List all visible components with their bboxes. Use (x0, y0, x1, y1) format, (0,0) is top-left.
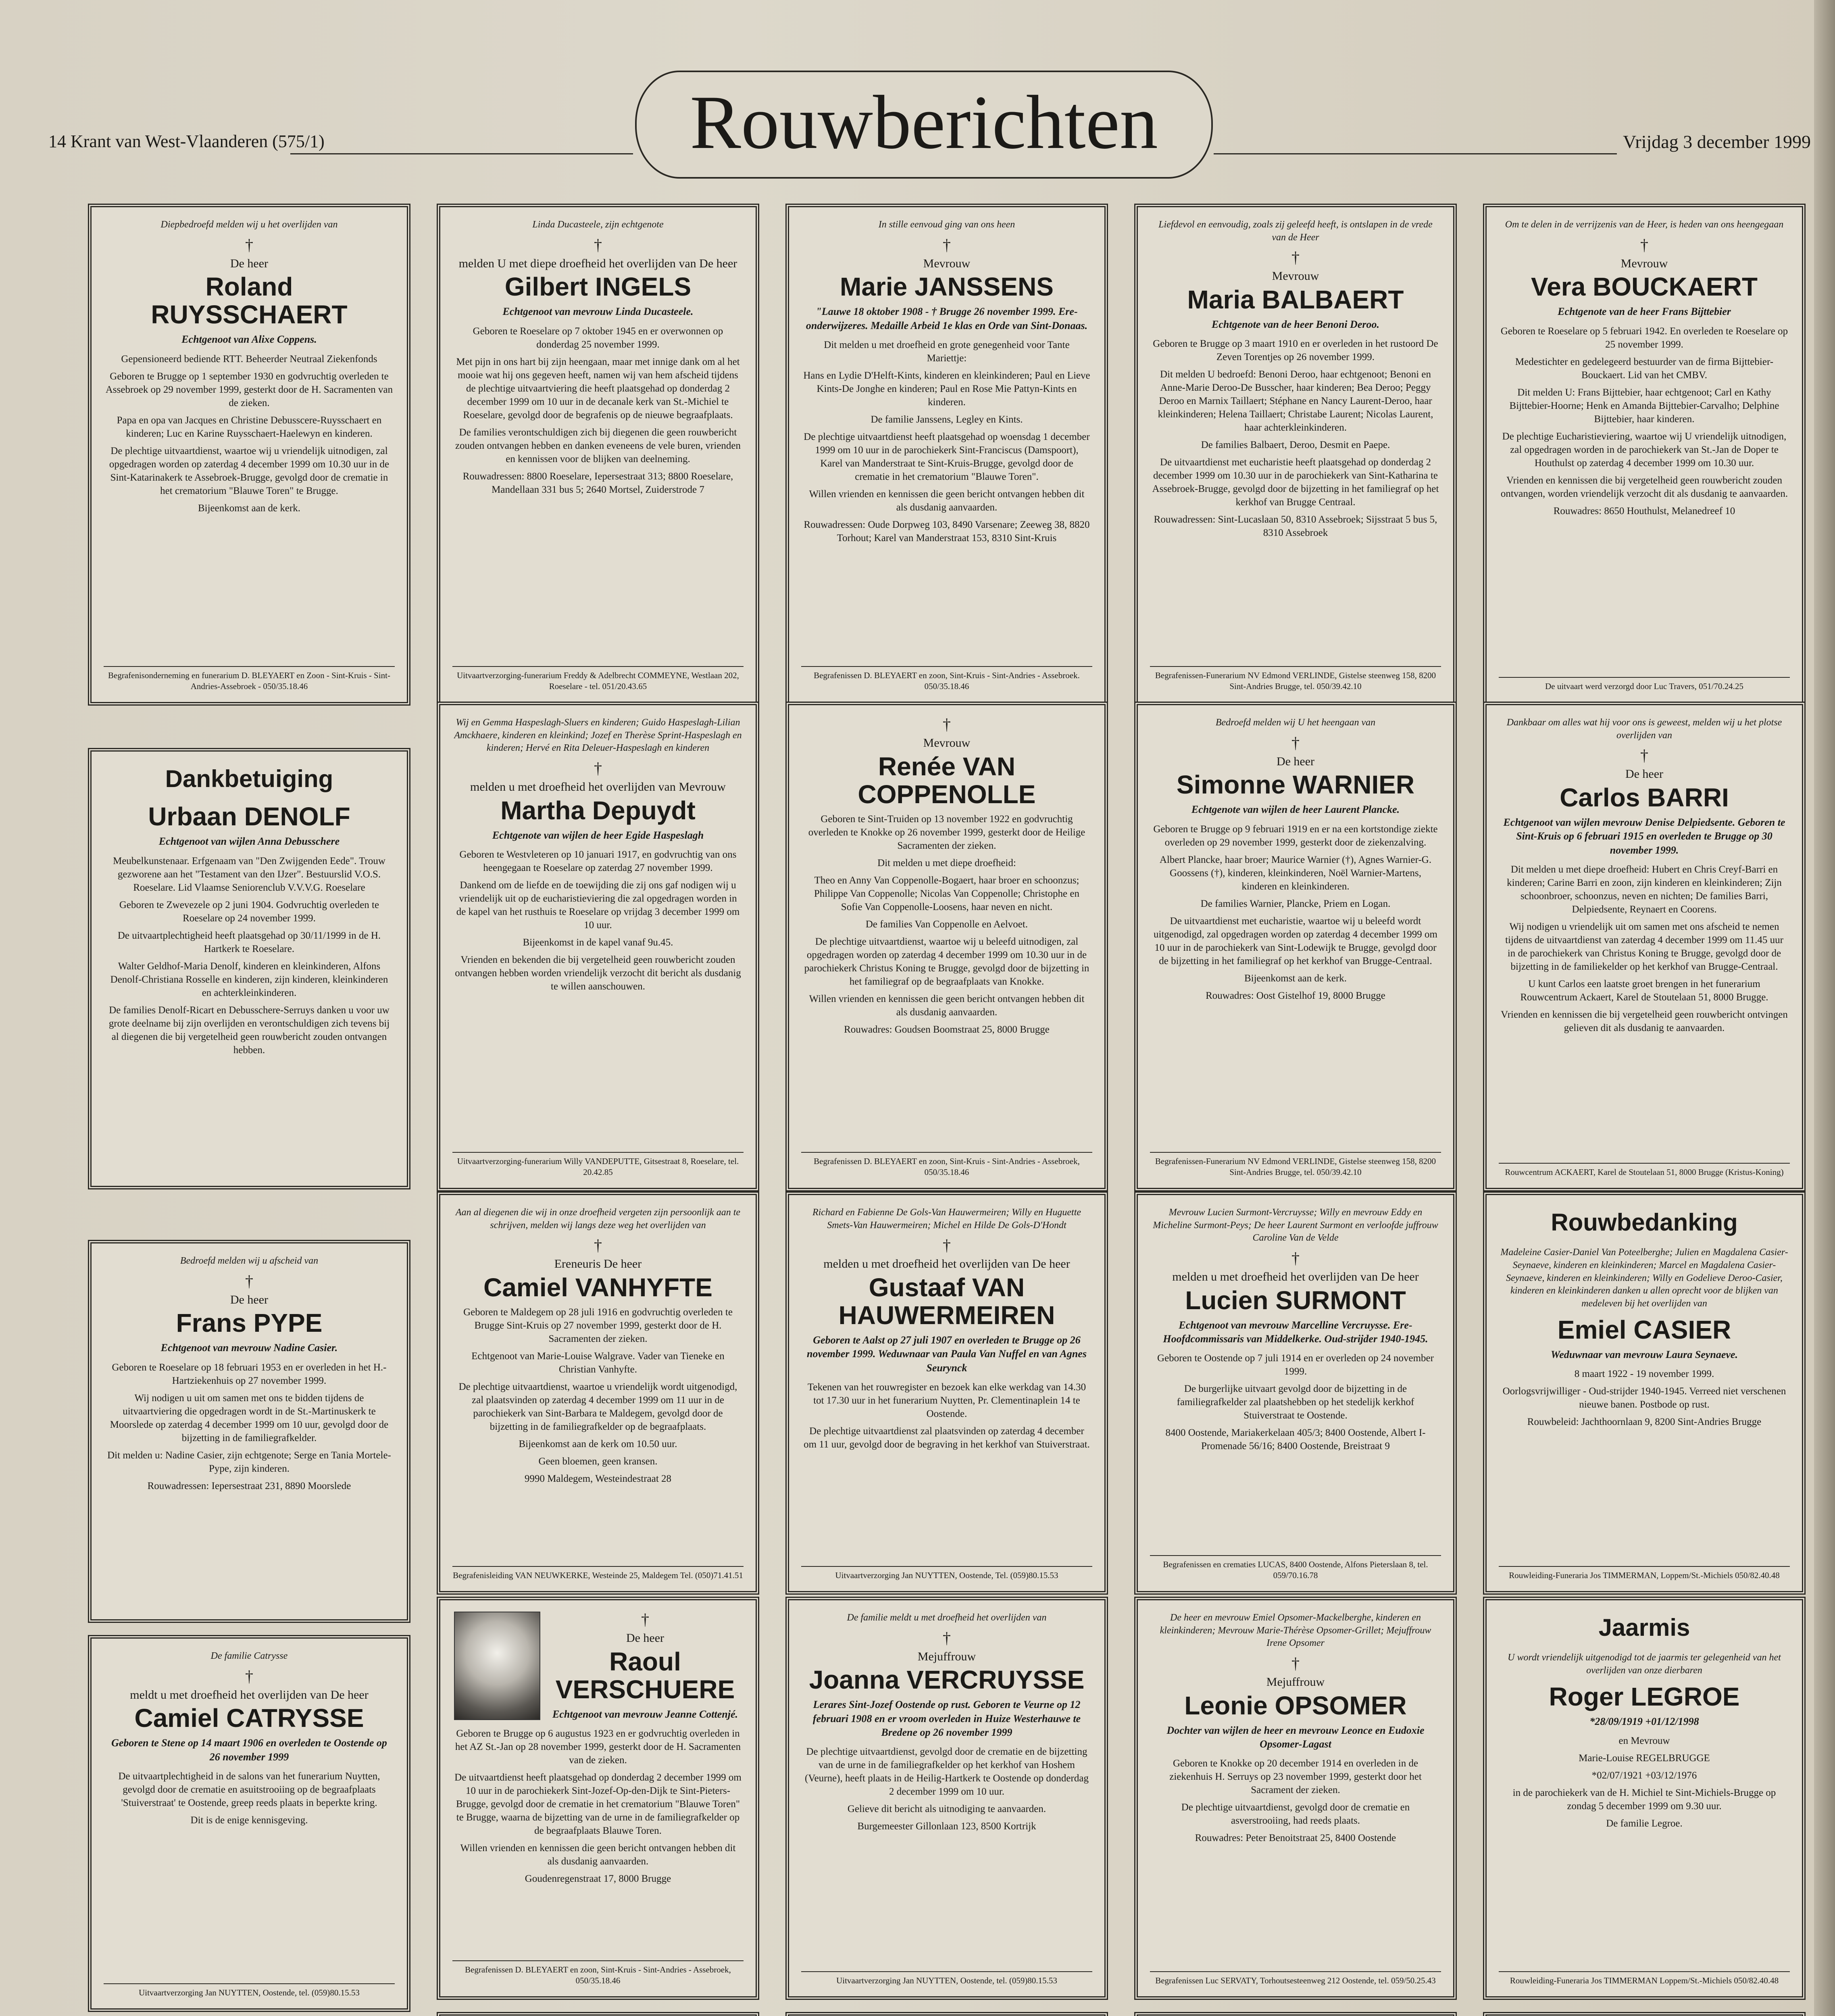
notice-subtitle: Weduwnaar van mevrouw Laura Seynaeve. (1551, 1348, 1738, 1360)
notice-paragraph: Geboren te Roeselare op 5 februari 1942. En overleden te Roeselare op 25 november 1999. (1500, 325, 1788, 350)
notice-subtitle: Echtgenote van de heer Frans Bijttebier (1558, 306, 1731, 318)
notice-paragraph: De plechtige uitvaartdienst, waartoe u vriendelijk wordt uitgenodigd, zal plaatsvinden op zaterdag 4 december 1999 om 11 uur in de parochiekerk van Sint-Barbara te Maldegem, gevolgd door de bijzetting in de familiegrafkelder op de begraafplaats. (458, 1381, 737, 1433)
notice-subtitle: Echtgenoot van wijlen mevrouw Denise Delpiedsente. Geboren te Sint-Kruis op 6 februari 1915 en overleden te Brugge op 30 november 1999. (1503, 816, 1785, 856)
death-notice (88, 1240, 410, 1623)
cross-icon: † (594, 759, 602, 778)
notice-paragraph: Walter Geldhof-Maria Denolf, kinderen en kleinkinderen, Alfons Denolf-Christiana Rosselle en kinderen, zijn kinderen, kleinkinderen en achterkleinkinderen. (110, 960, 388, 998)
funeral-director-line: Uitvaartverzorging Jan NUYTTEN, Oostende, tel. (059)80.15.53 (104, 1983, 395, 1999)
death-notice (88, 1635, 410, 2012)
notice-paragraph: Geen bloemen, geen kransen. (538, 1456, 658, 1467)
cross-icon: † (943, 715, 951, 733)
page-header-left: 14 Krant van West-Vlaanderen (575/1) (48, 131, 325, 151)
death-notice (88, 204, 410, 706)
notice-paragraph: Tekenen van het rouwregister en bezoek kan elke werkdag van 14.30 tot 17.30 uur in het funerarium Nuytten, Pr. Clementinaplein 14 te Oostende. (807, 1382, 1086, 1420)
notice-intro: Diepbedroefd melden wij u het overlijden van (160, 219, 338, 230)
notice-subtitle: Echtgenoot van Alixe Coppens. (181, 333, 317, 346)
notice-subtitle: Echtgenoot van mevrouw Nadine Casier. (160, 1342, 338, 1354)
cross-icon: † (245, 1272, 253, 1290)
notice-paragraph: Marie-Louise REGELBRUGGE (1579, 1752, 1710, 1764)
notice-paragraph: Geboren te Roeselare op 18 februari 1953 en er overleden in het H.-Hartziekenhuis op 27 november 1999. (112, 1362, 387, 1386)
notice-paragraph: De uitvaartplechtigheid in de salons van het funerarium Nuytten, gevolgd door de crematie en asuitstrooiing op de begraafplaats 'Stuiverstraat' te Oostende, greep reeds plaats in beperkte kring. (118, 1771, 380, 1808)
notice-intro: Aan al diegenen die wij in onze droefheid vergeten zijn persoonlijk aan te schrijven, melden wij langs deze weg het overlijden van (455, 1207, 741, 1231)
funeral-director-line: Begrafenisonderneming en funerarium D. BLEYAERT en Zoon - Sint-Kruis - Sint-Andries-Assebroek - 050/35.18.46 (104, 666, 395, 692)
notice-paragraph: Geboren te Oostende op 7 juli 1914 en er overleden op 24 november 1999. (1157, 1353, 1434, 1377)
notice-paragraph: Vrienden en kennissen die bij vergetelheid geen rouwbericht ontvingen gelieven dit als dusdanig te aanvaarden. (1501, 1009, 1788, 1033)
notice-body (454, 848, 742, 993)
notice-salutation: meldt u met droefheid het overlijden van De heer (130, 1688, 369, 1702)
notice-paragraph: Willen vrienden en kennissen die geen bericht ontvangen hebben dit als dusdanig aanvaarden. (809, 489, 1085, 513)
notice-paragraph: De uitvaartdienst met eucharistie, waartoe wij u beleefd wordt uitgenodigd, zal opgedragen worden op zaterdag 4 december 1999 om 10 uur in de parochiekerk van Sint-Lodewijk te Brugge, gevolgd door de bijzetting in het familiegraf op het kerkhof van Brugge-Centraal. (1154, 915, 1437, 966)
death-notice (1134, 204, 1457, 706)
page-header-right: Vrijdag 3 december 1999 (1623, 131, 1811, 152)
notice-body (454, 1306, 742, 1485)
notice-salutation: melden u met droefheid het overlijden van De heer (823, 1257, 1070, 1271)
cross-icon: † (1291, 733, 1300, 752)
funeral-director-line: Begrafenissen-Funerarium NV Edmond VERLINDE, Gistelse steenweg 158, 8200 Sint-Andries Brugge, tel. 050/39.42.10 (1150, 1152, 1441, 1178)
cross-icon: † (943, 235, 951, 254)
notice-subtitle: Echtgenote van wijlen de heer Egide Haspeslagh (492, 829, 704, 841)
funeral-director-line: Begrafenissen en crematies LUCAS, 8400 Oostende, Alfons Pieterslaan 8, tel. 059/70.16.78 (1150, 1555, 1441, 1581)
funeral-director-line: De uitvaart werd verzorgd door Luc Travers, 051/70.24.25 (1499, 677, 1790, 692)
deceased-name: Raoul VERSCHUERE (555, 1647, 735, 1704)
notice-paragraph: en Mevrouw (1618, 1735, 1670, 1746)
notice-body (1500, 863, 1788, 1035)
notice-salutation: Mevrouw (1620, 256, 1668, 270)
notice-section-title: Rouwbedanking (1551, 1209, 1738, 1236)
notice-salutation: De heer (626, 1631, 664, 1645)
deceased-name: Joanna VERCRUYSSE (809, 1665, 1085, 1695)
notice-subtitle: Dochter van wijlen de heer en mevrouw Leonce en Eudoxie Opsomer-Lagast (1166, 1724, 1425, 1750)
notice-paragraph: Papa en opa van Jacques en Christine Debusscere-Ruysschaert en kinderen; Luc en Karine Ruysschaert-Haelewyn en kinderen. (117, 414, 382, 439)
notice-paragraph: Medestichter en gedelegeerd bestuurder van de firma Bijttebier-Bouckaert. Lid van het CMBV. (1515, 356, 1774, 381)
death-notice (1483, 702, 1806, 1191)
notice-paragraph: Willen vrienden en kennissen die geen bericht ontvangen hebben dit als dusdanig aanvaarden. (809, 993, 1085, 1018)
deceased-name: Roger LEGROE (1549, 1682, 1740, 1711)
notice-paragraph: Rouwadres: Goudsen Boomstraat 25, 8000 Brugge (844, 1024, 1050, 1035)
notice-salutation: melden u met droefheid het overlijden van Mevrouw (470, 780, 726, 794)
page-title: Rouwberichten (635, 71, 1213, 179)
notice-paragraph: Gepensioneerd bediende RTT. Beheerder Neutraal Ziekenfonds (121, 353, 377, 364)
binding-edge (1814, 0, 1835, 2016)
notice-paragraph: De uitvaartdienst heeft plaatsgehad op donderdag 2 december 1999 om 10 uur in de parochiekerk Sint-Jozef-Op-den-Dijk te Sint-Pieters-Brugge, gevolgd door de crematie in het crematorium "Blauwe Toren" te Brugge, waarna de bijzetting van de urne in de familiegrafkelder op de begraafplaats Blauwe Toren. (454, 1772, 741, 1837)
deceased-name: Gustaaf VAN HAUWERMEIREN (838, 1272, 1055, 1330)
notice-intro: Om te delen in de verrijzenis van de Heer, is heden van ons heengegaan (1505, 219, 1784, 230)
notice-paragraph: Bijeenkomst in de kapel vanaf 9u.45. (523, 937, 673, 948)
notice-paragraph: De plechtige uitvaartdienst, waartoe wij u vriendelijk uitnodigen, zal opgedragen worden op zaterdag 4 december 1999 om 10.30 uur in de Sint-Katarinakerk te Assebroek-Brugge, gevolgd door de crematie in het crematorium "Blauwe Toren" te Brugge. (109, 445, 389, 496)
death-notice (785, 702, 1108, 1191)
notice-section-title: Dankbetuiging (165, 765, 333, 792)
notice-salutation: Ereneuris De heer (554, 1257, 642, 1271)
deceased-name: Vera BOUCKAERT (1531, 272, 1758, 302)
notice-paragraph: De plechtige uitvaartdienst, waartoe wij u beleefd uitnodigen, zal opgedragen worden op zaterdag 4 december 1999 om 10.30 uur in de parochiekerk Christus Koning te Brugge, gevolgd door de bijzetting in het familiegraf op de begraafplaats van Knokke. (804, 936, 1089, 987)
death-notice (1134, 2012, 1457, 2016)
notice-paragraph: Vrienden en kennissen die bij vergetelheid geen rouwbericht zouden ontvangen, worden vriendelijk verzocht dit als dusdanig te aanvaarden. (1500, 475, 1788, 499)
notice-paragraph: Albert Plancke, haar broer; Maurice Warnier (†), Agnes Warnier-G. Goossens (†), kinderen, kleinkinderen, Noël Warnier-Martens, kinderen en kleinkinderen. (1159, 854, 1432, 892)
deceased-name: Carlos BARRI (1560, 783, 1729, 812)
funeral-director-line: Uitvaartverzorging-funerarium Freddy & Adelbrecht COMMEYNE, Westlaan 202, Roeselare - tel. 051/20.43.65 (452, 666, 744, 692)
notice-paragraph: Rouwadres: Peter Benoitstraat 25, 8400 Oostende (1195, 1833, 1396, 1844)
notice-paragraph: *02/07/1921 +03/12/1976 (1591, 1770, 1697, 1781)
death-notice (785, 1597, 1108, 2000)
notice-salutation: Mejuffrouw (1266, 1675, 1325, 1689)
notice-body (803, 1745, 1091, 1833)
notice-subtitle: "Lauwe 18 oktober 1908 - † Brugge 26 november 1999. Ere-onderwijzeres. Medaille Arbeid 1e klas en Orde van Sint-Donaas. (806, 306, 1088, 331)
notice-body (803, 1381, 1091, 1451)
notice-subtitle: Geboren te Aalst op 27 juli 1907 en overleden te Brugge op 26 november 1999. Weduwnaar van Paula Van Nuffel en van Agnes Seurynck (807, 1334, 1087, 1374)
notice-body (1500, 1367, 1788, 1429)
notice-paragraph: De uitvaartplechtigheid heeft plaatsgehad op 30/11/1999 in de H. Hartkerk te Roeselare. (117, 930, 381, 954)
death-notice (437, 2012, 759, 2016)
deceased-name: Camiel CATRYSSE (134, 1704, 364, 1733)
notice-paragraph: Geboren te Brugge op 3 maart 1910 en er overleden in het rustoord De Zeven Torentjes op 26 november 1999. (1153, 338, 1438, 363)
notice-paragraph: De families Van Coppenolle en Aelvoet. (865, 918, 1028, 930)
notice-paragraph: Geboren te Brugge op 6 augustus 1923 en er godvruchtig overleden in het AZ St.-Jan op 28 november 1999, gesterkt door de H. Sacramenten van de zieken. (455, 1728, 741, 1766)
death-notice (1483, 204, 1806, 706)
notice-paragraph: Wij nodigen u vriendelijk uit om samen met ons afscheid te nemen tijdens de uitvaartdienst van zaterdag 4 december 1999 om 11.45 uur in de parochiekerk van Christus Koning te Brugge, gevolgd door de bijzetting in de familiekelder op het kerkhof van Brugge-Centraal. (1505, 921, 1783, 972)
notice-paragraph: Dit melden U: Frans Bijttebier, haar echtgenoot; Carl en Kathy Bijttebier-Hoorne; Henk en Amanda Bijttebier-Carvalho; Delphine Bijttebier, haar kinderen. (1509, 387, 1779, 425)
notice-paragraph: Dit is de enige kennisgeving. (190, 1815, 308, 1826)
notice-subtitle: *28/09/1919 +01/12/1998 (1589, 1715, 1699, 1727)
cross-icon: † (245, 1667, 253, 1685)
notice-intro: Linda Ducasteele, zijn echtgenote (532, 219, 664, 230)
notice-subtitle: Echtgenote van wijlen de heer Laurent Plancke. (1191, 804, 1400, 816)
funeral-director-line: Begrafenissen-Funerarium NV Edmond VERLINDE, Gistelse steenweg 158, 8200 Sint-Andries Brugge, tel. 050/39.42.10 (1150, 666, 1441, 692)
notice-intro: In stille eenvoud ging van ons heen (878, 219, 1015, 230)
notice-paragraph: Dit melden u met diepe droefheid: Hubert en Chris Creyf-Barri en kinderen; Carine Barri en zoon, zijn kinderen en kleinkinderen; Zijn schoonbroer, schoonzus, neven en nichten; De families Barri, Delpiedsente, Reynaert en Coorens. (1507, 864, 1782, 915)
deceased-name: Emiel CASIER (1557, 1315, 1731, 1344)
notice-paragraph: Bijeenkomst aan de kerk om 10.50 uur. (519, 1439, 677, 1450)
notice-paragraph: De plechtige uitvaartdienst, gevolgd door de crematie en asverstrooiing, had reeds plaats. (1181, 1802, 1410, 1826)
notice-body (803, 812, 1091, 1036)
notice-paragraph: Oorlogsvrijwilliger - Oud-strijder 1940-1945. Verreed niet verschenen nieuwe banen. Postbode op rust. (1502, 1385, 1786, 1410)
notice-subtitle: Lerares Sint-Jozef Oostende op rust. Geboren te Veurne op 12 februari 1908 en er vroom overleden in Huize Westerhauwe te Bredene op 26 november 1999 (812, 1699, 1081, 1738)
death-notice (1483, 1191, 1806, 1595)
notice-paragraph: Gelieve dit bericht als uitnodiging te aanvaarden. (847, 1804, 1046, 1815)
notice-paragraph: Rouwadressen: Iepersestraat 231, 8890 Moorslede (147, 1480, 351, 1491)
deceased-name: Gilbert INGELS (504, 272, 692, 302)
funeral-director-line: Begrafenisleiding VAN NEUWKERKE, Westeinde 25, Maldegem Tel. (050)71.41.51 (452, 1566, 744, 1581)
notice-paragraph: Dit melden u met droefheid en grote genegenheid voor Tante Mariettje: (824, 339, 1070, 364)
deceased-name: Maria BALBAERT (1187, 285, 1404, 314)
death-notice (1134, 1191, 1457, 1595)
notice-paragraph: Wij nodigen u uit om samen met ons te bidden tijdens de uitvaartviering die opgedragen wordt in de St.-Martinuskerk te Moorslede op zaterdag 4 december 1999 om 10 uur, gevolgd door de bijzetting in de familiegrafkelder. (110, 1392, 389, 1443)
funeral-director-line: Uitvaartverzorging Jan NUYTTEN, Oostende, tel. (059)80.15.53 (801, 1971, 1092, 1987)
notice-salutation: De heer (1276, 754, 1315, 768)
deceased-name: Leonie OPSOMER (1184, 1691, 1407, 1720)
notice-salutation: Mejuffrouw (917, 1649, 976, 1663)
funeral-director-line: Begrafenissen D. BLEYAERT en zoon, Sint-Kruis - Sint-Andries - Assebroek, 050/35.18.46 (801, 1152, 1092, 1178)
deceased-name: Roland RUYSSCHAERT (151, 272, 348, 329)
notice-section-title: Jaarmis (1598, 1614, 1690, 1641)
notice-body (803, 338, 1091, 545)
notice-subtitle: Echtgenoot van mevrouw Marcelline Vercruysse. Ere-Hoofdcommissaris van Middelkerke. Oud-strijder 1940-1945. (1163, 1319, 1428, 1345)
notice-body (105, 1770, 393, 1827)
notice-body (105, 352, 393, 515)
notice-salutation: melden u met droefheid het overlijden van De heer (1172, 1270, 1419, 1284)
notice-body (105, 854, 393, 1057)
notice-subtitle: Geboren te Stene op 14 maart 1906 en overleden te Oostende op 26 november 1999 (111, 1737, 387, 1763)
notice-paragraph: De uitvaartdienst met eucharistie heeft plaatsgehad op donderdag 2 december 1999 om 10.30 uur in de parochiekerk van Sint-Katharina te Assebroek-Brugge, gevolgd door de bijzetting in het familiegraf op het kerkhof van Brugge Centraal. (1152, 457, 1439, 508)
notice-subtitle: Echtgenote van de heer Benoni Deroo. (1212, 319, 1379, 331)
notice-paragraph: Hans en Lydie D'Helft-Kints, kinderen en kleinkinderen; Paul en Lieve Kints-De Jonghe en kinderen; Paul en Rose Mie Pattyn-Kints en kinderen. (803, 370, 1090, 408)
notice-intro: Bedroefd melden wij U het heengaan van (1215, 717, 1376, 728)
deceased-name: Camiel VANHYFTE (483, 1272, 712, 1302)
notice-paragraph: Echtgenoot van Marie-Louise Walgrave. Vader van Tieneke en Christian Vanhyfte. (471, 1351, 725, 1375)
notice-intro: De familie meldt u met droefheid het overlijden van (847, 1612, 1047, 1623)
notice-intro: De familie Catrysse (210, 1651, 288, 1661)
notice-intro: Liefdevol en eenvoudig, zoals zij geleefd heeft, is ontslapen in de vrede van de Heer (1158, 219, 1433, 243)
cross-icon: † (1291, 1654, 1300, 1673)
notice-paragraph: Theo en Anny Van Coppenolle-Bogaert, haar broer en schoonzus; Philippe Van Coppenolle; Nicolas Van Coppenolle; Christophe en Sofie Van Coppenolle-Loosens, haar neven en nicht. (814, 875, 1080, 912)
cross-icon: † (943, 1236, 951, 1255)
death-notice (785, 204, 1108, 706)
funeral-director-line: Rouwcentrum ACKAERT, Karel de Stoutelaan 51, 8000 Brugge (Kristus-Koning) (1499, 1163, 1790, 1178)
notice-paragraph: Dit melden u met diepe droefheid: (877, 857, 1016, 868)
notice-paragraph: De plechtige uitvaartdienst zal plaatsvinden op zaterdag 4 december om 11 uur, gevolgd door de begraving in het kerkhof van Stuiverstraat. (804, 1426, 1090, 1450)
notice-intro: Madeleine Casier-Daniel Van Poteelberghe; Julien en Magdalena Casier-Seynaeve, kinderen en kleinkinderen; Marcel en Magdalena Casier-Seynaeve, kinderen en kleinkinderen; Willy en Godelieve Deroo-Casier, kinderen en kleinkinderen danken u allen oprecht voor de blijken van medeleven bij het overlijden van (1500, 1247, 1788, 1309)
death-notice (785, 2012, 1108, 2016)
notice-paragraph: Bijeenkomst aan de kerk. (1244, 973, 1347, 984)
notice-salutation: Mevrouw (923, 256, 971, 270)
funeral-director-line: Rouwleiding-Funeraria Jos TIMMERMAN, Loppem/St.-Michiels 050/82.40.48 (1499, 1566, 1790, 1581)
notice-paragraph: Dit melden u: Nadine Casier, zijn echtgenote; Serge en Tania Mortele-Pype, zijn kinderen. (107, 1450, 391, 1474)
death-notice (1134, 702, 1457, 1191)
notice-paragraph: Geboren te Brugge op 1 september 1930 en godvruchtig overleden te Assebroek op 29 november 1999, gesterkt door de H. Sacramenten van de zieken. (105, 371, 393, 408)
notice-body (1152, 823, 1439, 1002)
funeral-director-line: Uitvaartverzorging Jan NUYTTEN, Oostende, Tel. (059)80.15.53 (801, 1566, 1092, 1581)
notice-paragraph: Geboren te Zwevezele op 2 juni 1904. Godvruchtig overleden te Roeselare op 24 november 1999. (119, 899, 379, 924)
notice-paragraph: Rouwbeleid: Jachthoornlaan 9, 8200 Sint-Andries Brugge (1527, 1416, 1762, 1427)
notice-paragraph: De familie Janssens, Legley en Kints. (871, 414, 1023, 425)
notice-paragraph: 9990 Maldegem, Westeindestraat 28 (524, 1473, 672, 1485)
notice-body (1152, 1757, 1439, 1845)
notice-body (454, 325, 742, 496)
death-notice (437, 1191, 759, 1595)
notice-paragraph: De families Denolf-Ricart en Debusschere-Serruys danken u voor uw grote deelname bij zijn overlijden en verontschuldigen zich tevens bij al diegenen die bij vergetelheid geen rouwbericht zouden ontvangen hebben. (108, 1004, 390, 1056)
notice-paragraph: Geboren te Knokke op 20 december 1914 en overleden in de ziekenhuis H. Serruys op 23 november 1999, gesterkt door het Sacrament der zieken. (1169, 1758, 1422, 1796)
death-notice (1134, 1597, 1457, 2000)
notice-paragraph: Willen vrienden en kennissen die geen bericht ontvangen hebben dit als dusdanig aanvaarden. (460, 1843, 736, 1867)
cross-icon: † (1640, 235, 1648, 254)
funeral-director-line: Begrafenissen D. BLEYAERT en zoon, Sint-Kruis - Sint-Andries - Assebroek, 050/35.18.46 (452, 1960, 744, 1987)
death-notice (1483, 1597, 1806, 2000)
deceased-name: Urbaan DENOLF (148, 802, 350, 831)
death-notice (437, 702, 759, 1191)
death-notice (1483, 2012, 1806, 2016)
notice-paragraph: Dit melden U bedroefd: Benoni Deroo, haar echtgenoot; Benoni en Anne-Marie Deroo-De Busscher, haar kinderen; Bea Deroo; Peggy Deroo en Marnix Taillaert; Stéphane en Nancy Laurent-Deroo, haar kleinkinderen; Helena Taillaert; Christabe Laurent; Nicolas Laurent, haar achterkleinkinderen. (1158, 369, 1433, 433)
notice-body (105, 1361, 393, 1493)
notice-subtitle: Echtgenoot van wijlen Anna Debusschere (158, 835, 340, 848)
notice-paragraph: De families Warnier, Plancke, Priem en Logan. (1200, 898, 1391, 909)
cross-icon: † (943, 1629, 951, 1647)
notice-body (1152, 337, 1439, 539)
notice-intro: Bedroefd melden wij u afscheid van (180, 1256, 319, 1266)
notice-intro: Richard en Fabienne De Gols-Van Hauwermeiren; Willy en Huguette Smets-Van Hauwermeiren; Michel en Hilde De Gols-D'Hondt (812, 1207, 1081, 1231)
notice-paragraph: De families verontschuldigen zich bij diegenen die geen rouwbericht zouden ontvangen hebben en danken eveneens de vele buren, vrienden en kennissen voor de blijken van deelneming. (455, 427, 741, 464)
notice-paragraph: De plechtige Eucharistieviering, waartoe wij U vriendelijk uitnodigen, zal opgedragen worden in de parochiekerk van St.-Jan de Doper te Houthulst op zaterdag 4 december 1999 om 10.30 uur. (1502, 431, 1787, 469)
notice-paragraph: 8400 Oostende, Mariakerkelaan 405/3; 8400 Oostende, Albert I-Promenade 56/16; 8400 Oostende, Breistraat 9 (1165, 1427, 1426, 1452)
notice-paragraph: Rouwadres: 8650 Houthulst, Melanedreef 10 (1553, 505, 1735, 516)
notice-intro: Mevrouw Lucien Surmont-Vercruysse; Willy en mevrouw Eddy en Micheline Surmont-Peys; De heer Laurent Surmont en verloofde juffrouw Caroline Van de Velde (1153, 1207, 1438, 1243)
cross-icon: † (594, 1236, 602, 1255)
death-notice (88, 748, 410, 1189)
cross-icon: † (1640, 746, 1648, 765)
notice-salutation: De heer (230, 256, 269, 270)
deceased-name: Frans PYPE (176, 1308, 323, 1338)
notice-body (1500, 325, 1788, 518)
header-rule-right (1214, 153, 1617, 154)
notice-paragraph: Geboren te Westvleteren op 10 januari 1917, en godvruchtig van ons heengegaan te Roeselare op zaterdag 27 november 1999. (459, 849, 737, 874)
notice-paragraph: Geboren te Sint-Truiden op 13 november 1922 en godvruchtig overleden te Knokke op 26 november 1999, gesterkt door de Heilige Sacramenten der zieken. (808, 813, 1085, 851)
death-notice (785, 1191, 1108, 1595)
notice-paragraph: U kunt Carlos een laatste groet brengen in het funerarium Rouwcentrum Ackaert, Karel de Stoutelaan 51, 8000 Brugge. (1520, 978, 1768, 1003)
notice-paragraph: Met pijn in ons hart bij zijn heengaan, maar met innige dank om al het mooie wat hij ons gegeven heeft, namen wij van hem afscheid tijdens de plechtige uitvaartviering die heeft plaatsgehad op donderdag 2 december 1999 om 10 uur in de decanale kerk van St.-Michiel te Roeselare, gevolgd door de begrafenis op de nieuwe begraafplaats. (456, 356, 740, 421)
cross-icon: † (1291, 248, 1300, 267)
notice-paragraph: Geboren te Maldegem op 28 juli 1916 en godvruchtig overleden te Brugge Sint-Kruis op 27 november 1999, gesterkt door de H. Sacramenten der zieken. (463, 1307, 733, 1345)
notice-paragraph: Rouwadres: Oost Gistelhof 19, 8000 Brugge (1206, 990, 1385, 1001)
notice-subtitle: Echtgenoot van mevrouw Linda Ducasteele. (502, 306, 694, 318)
notice-body (1152, 1352, 1439, 1453)
notice-paragraph: Goudenregenstraat 17, 8000 Brugge (525, 1873, 671, 1885)
notice-salutation: Mevrouw (1272, 269, 1319, 283)
notice-paragraph: Rouwadressen: Oude Dorpweg 103, 8490 Varsenare; Zeeweg 38, 8820 Torhout; Karel van Manderstraat 153, 8310 Sint-Kruis (804, 519, 1090, 544)
notice-paragraph: De plechtige uitvaartdienst, gevolgd door de crematie en de bijzetting van de urne in de familiegrafkelder op het kerkhof van Hoshem (Veurne), heeft plaats in de Heilig-Hartkerk te Oostende op donderdag 2 december 1999 om 10 uur. (805, 1746, 1089, 1797)
notice-paragraph: De families Balbaert, Deroo, Desmit en Paepe. (1201, 439, 1390, 451)
notice-salutation: melden U met diepe droefheid het overlijden van De heer (458, 256, 737, 270)
funeral-director-line: Rouwleiding-Funeraria Jos TIMMERMAN Loppem/St.-Michiels 050/82.40.48 (1499, 1971, 1790, 1987)
notice-paragraph: in de parochiekerk van de H. Michiel te Sint-Michiels-Brugge op zondag 5 december 1999 om 9.30 uur. (1512, 1787, 1776, 1812)
portrait-photo (454, 1612, 540, 1720)
notice-paragraph: Rouwadressen: 8800 Roeselare, Iepersestraat 313; 8800 Roeselare, Mandellaan 331 bus 5; 2640 Mortsel, Zuiderstrode 7 (462, 471, 733, 495)
notice-paragraph: Geboren te Roeselare op 7 oktober 1945 en er overwonnen op donderdag 25 november 1999. (473, 325, 723, 350)
notice-paragraph: Rouwadressen: Sint-Lucaslaan 50, 8310 Assebroek; Sijsstraat 5 bus 5, 8310 Assebroek (1154, 514, 1437, 539)
funeral-director-line: Begrafenissen D. BLEYAERT en zoon, Sint-Kruis - Sint-Andries - Assebroek. 050/35.18.46 (801, 666, 1092, 692)
notice-paragraph: De plechtige uitvaartdienst heeft plaatsgehad op woensdag 1 december 1999 om 10 uur in de parochiekerk Sint-Franciscus (Damspoort), Karel van Manderstraat te Sint-Kruis-Brugge, gevolgd door de crematie in het crematorium "Blauwe Toren". (804, 431, 1090, 482)
notice-paragraph: Meubelkunstenaar. Erfgenaam van "Den Zwijgenden Eede". Trouw gezworene aan het "Testament van den IJzer". Bestuurslid V.O.S. Roeselare. Lid Vlaamse Seniorenclub V.V.V.G. Roeselare (113, 855, 385, 893)
deceased-name: Renée VAN COPPENOLLE (858, 752, 1036, 809)
notice-salutation: De heer (1625, 767, 1664, 781)
notice-paragraph: Burgemeester Gillonlaan 123, 8500 Kortrijk (857, 1821, 1036, 1832)
deceased-name: Lucien SURMONT (1185, 1285, 1406, 1315)
notice-intro: Wij en Gemma Haspeslagh-Sluers en kinderen; Guido Haspeslagh-Lilian Amckhaere, kinderen en kleinkind; Jozef en Therèse Sprint-Haspeslagh en kinderen; Hervé en Rita Deleuer-Haspeslagh en kinderen (454, 717, 742, 754)
cross-icon: † (1291, 1249, 1300, 1268)
notice-paragraph: Bijeenkomst aan de kerk. (198, 502, 301, 514)
header-rule-left (290, 153, 633, 154)
death-notice (437, 204, 759, 706)
deceased-name: Martha Depuydt (500, 796, 696, 825)
funeral-director-line: Uitvaartverzorging-funerarium Willy VANDEPUTTE, Gitsestraat 8, Roeselare, tel. 20.42.85 (452, 1152, 744, 1178)
funeral-director-line: Begrafenissen Luc SERVATY, Torhoutsesteenweg 212 Oostende, tel. 059/50.25.43 (1150, 1971, 1441, 1987)
notice-paragraph: Geboren te Brugge op 9 februari 1919 en er na een kortstondige ziekte overleden op 29 november 1999, gesterkt door de ziekenzalving. (1153, 823, 1438, 848)
notice-body (1500, 1734, 1788, 1830)
cross-icon: † (245, 235, 253, 254)
notice-intro: Dankbaar om alles wat hij voor ons is geweest, melden wij u het plotse overlijden van (1506, 717, 1782, 741)
notice-intro: De heer en mevrouw Emiel Opsomer-Mackelberghe, kinderen en kleinkinderen; Mevrouw Marie-Thérèse Opsomer-Grillet; Mejuffrouw Irene Opsomer (1160, 1612, 1431, 1649)
notice-salutation: De heer (230, 1293, 269, 1306)
cross-icon: † (594, 235, 602, 254)
notice-paragraph: De burgerlijke uitvaart gevolgd door de bijzetting in de familiegrafkelder zal plaatshebben op het stedelijk kerkhof Stuiverstraat te Oostende. (1177, 1383, 1414, 1421)
notice-salutation: Mevrouw (923, 736, 971, 750)
notice-paragraph: Dankend om de liefde en de toewijding die zij ons gaf nodigen wij u vriendelijk uit op de eucharistieviering die zal opgedragen worden in de kapel van het rusthuis te Roeselare op vrijdag 3 december 1999 om 10 uur. (456, 880, 740, 931)
notice-body (454, 1727, 742, 1885)
deceased-name: Marie JANSSENS (840, 272, 1054, 302)
cross-icon: † (641, 1610, 649, 1629)
notice-paragraph: Vrienden en bekenden die bij vergetelheid geen rouwbericht zouden ontvangen hebben worden vriendelijk verzocht dit bericht als dusdanig te willen aanschouwen. (455, 954, 741, 992)
death-notice (437, 1597, 759, 2000)
notice-paragraph: 8 maart 1922 - 19 november 1999. (1574, 1368, 1714, 1379)
notice-subtitle: Echtgenoot van mevrouw Jeanne Cottenjé. (552, 1708, 738, 1720)
notice-intro: U wordt vriendelijk uitgenodigd tot de jaarmis ter gelegenheid van het overlijden van onze dierbaren (1508, 1652, 1781, 1676)
deceased-name: Simonne WARNIER (1176, 770, 1415, 800)
notice-paragraph: De familie Legroe. (1606, 1818, 1683, 1829)
